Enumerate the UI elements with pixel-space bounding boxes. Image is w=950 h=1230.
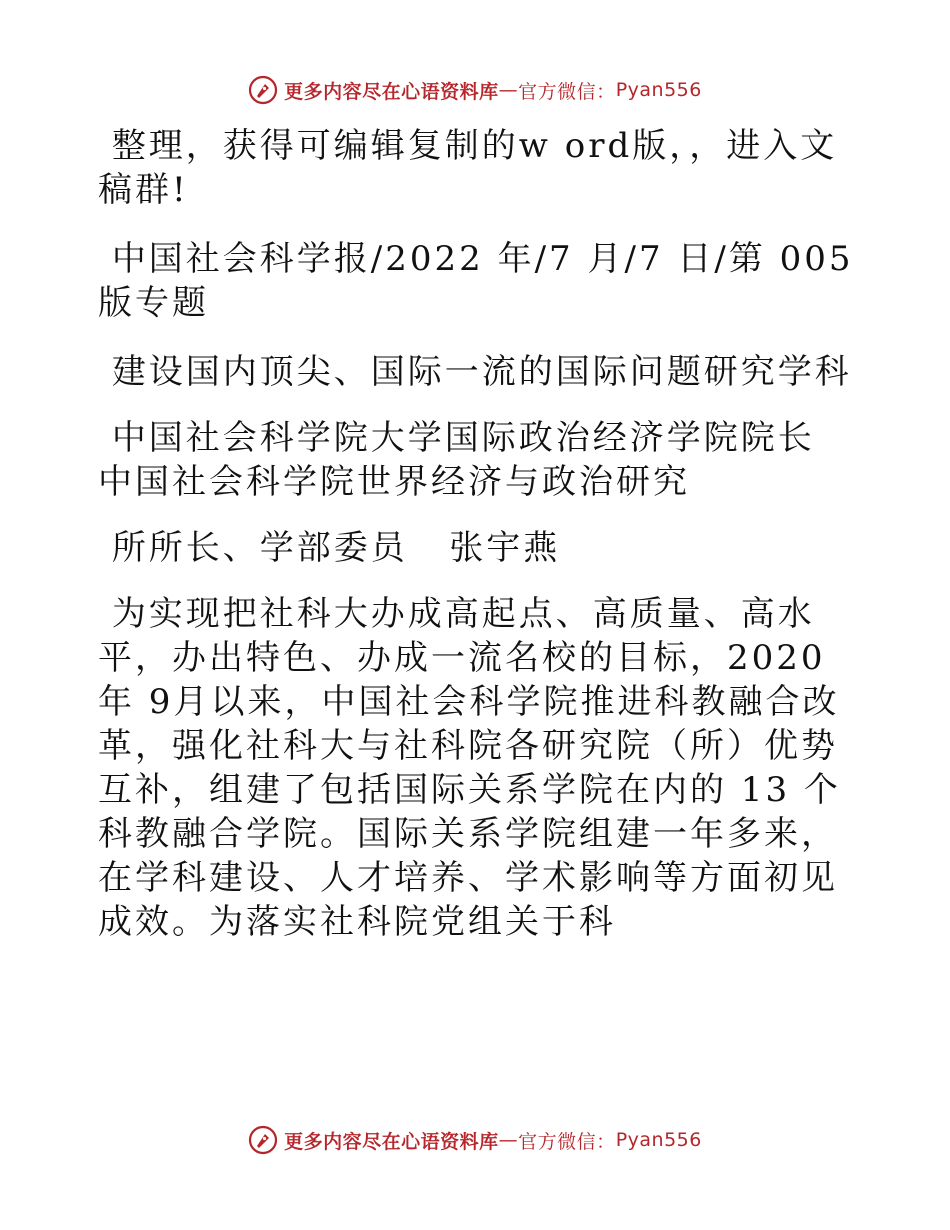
banner-wechat-id: Pyan556	[615, 79, 702, 101]
article-title: 建设国内顶尖、国际一流的国际问题研究学科	[98, 352, 852, 392]
pen-nib-logo-icon	[248, 1125, 278, 1155]
footer-watermark-banner	[0, 1120, 950, 1160]
author-role: 中国社会科学院大学国际政治经济学院院长 中国社会科学院世界经济与政治研究	[98, 418, 829, 502]
intro-paragraph: 整理，获得可编辑复制的w ord版，，进入文稿群!	[98, 126, 838, 210]
banner-wechat-label: 官方微信：	[518, 1130, 616, 1153]
header-watermark-banner	[0, 70, 950, 110]
banner-separator: —	[498, 79, 519, 101]
banner-brand-text: 更多内容尽在心语资料库	[284, 1130, 499, 1153]
source-line: 中国社会科学报/2022 年/7 月/7 日/第 005 版专题	[98, 239, 868, 323]
pen-nib-logo-icon	[248, 75, 278, 105]
banner-wechat-id: Pyan556	[615, 1129, 702, 1151]
document-body	[98, 124, 868, 969]
author-line: 所所长、学部委员 张宇燕	[98, 528, 561, 568]
banner-separator: —	[498, 1129, 519, 1151]
banner-brand-text: 更多内容尽在心语资料库	[284, 80, 499, 103]
banner-wechat-label: 官方微信：	[518, 80, 616, 103]
body-paragraph: 为实现把社科大办成高起点、高质量、高水平，办出特色、办成一流名校的目标，2020 年 9月以来，中国社会科学院推进科教融合改革，强化社科大与社科院各研究院（所）优势互补，组建了包括国际关系学院在内的 13 个科教融合学院。国际关系学院组建一年多来，在学科建设、人才培养、学术影响等方面初见成效。为落实社科院党组关于科	[98, 594, 841, 942]
